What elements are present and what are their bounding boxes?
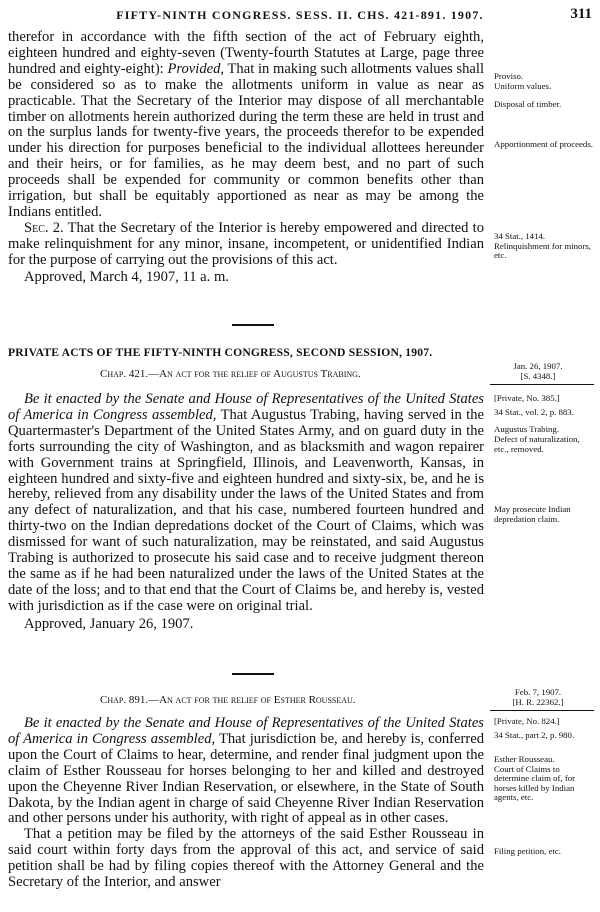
chap-891-text: Be it enacted by the Senate and House of Representatives of the United States of America in Congress assembled, That jurisdiction be, and hereby is, conferred upon the Court of Claims to hear, determine, and render final judgment upon the claim of Esther Rousseau for horses belonging to her and killed and destroyed upon the Cheyenne River Indian Reservation, or elsewhere, in the State of South Dakota, by the Indian agent in charge of said Cheyenne River Indian Reservation and other persons under his authority, with right of appeal as in other cases.: [8, 715, 484, 827]
margin-891-private: [Private, No. 824.]: [494, 716, 560, 726]
chap-421-body: [8, 392, 484, 633]
margin-421-defect: Defect of naturalization, etc., removed.: [494, 434, 580, 454]
margin-rule-421: [490, 384, 594, 385]
margin-apportionment: Apportionment of proceeds.: [494, 139, 593, 149]
margin-stat-relinq: 34 Stat., 1414. Relinquishment for minors, etc.: [494, 231, 592, 261]
running-head: FIFTY-NINTH CONGRESS. SESS. II. CHS. 421-891. 1907.: [116, 8, 484, 22]
margin-891-name: Esther Rousseau. Court of Claims to determine claim of, for horses killed by Indian agents, etc.: [494, 754, 576, 803]
top-text-block: [8, 30, 484, 286]
margin-timber: Disposal of timber.: [494, 99, 562, 109]
chap-891-heading: Chap. 891.—An act for the relief of Esther Rousseau.: [100, 694, 356, 706]
approved-2: Approved, January 26, 1907.: [24, 615, 194, 632]
margin-421-name: Augustus Trabing.: [494, 424, 560, 434]
approved-1: Approved, March 4, 1907, 11 a. m.: [24, 268, 229, 285]
para-allotments: therefor in accordance with the fifth section of the act of February eighth, eighteen hundred and eighty-seven (Twenty-fourth Statutes at Large, page three hundred and eighty-eight): Provided, That in making such allotments values shall be considered so as to make the allotments uniform in value as near as practicable. That the Secretary of the Interior may dispose of all merchantable timber on allotments herein authorized during the term these are held in trust and on the surplus lands for twenty-five years, the proceeds therefor to be expended under his direction for purposes beneficial to the individual allottees hereunder and their heirs, or for families, as he may deem best, and no part of such proceeds shall be expended for community or common benefits other than irrigation, but shall be equitably apportioned as near as may be among the Indians entitled.: [8, 29, 484, 220]
margin-891-filing: Filing petition, etc.: [494, 846, 561, 856]
chap-421-text: Be it enacted by the Senate and House of Representatives of the United States of America in Congress assembled, That Augustus Trabing, having served in the Quartermaster's Department of the United States Army, and on guard duty in the forts surrounding the city of Washington, and as blacksmith and wagon repairer with Government trains at Springfield, Illinois, and Leavenworth, Kansas, in eighteen hundred and sixty-five and eighteen hundred and sixty-six, be, and he is hereby, relieved from any disability under the laws of the United States and from any defect of naturalization, and that his case, numbered fourteen hundred and thirty-two on the Indian depredations docket of the Court of Claims, which was dismissed for want of such naturalization, may be reinstated, and said Augustus Trabing is authorized to prosecute his said case and to receive judgment thereon the same as if he had been naturalized under the laws of the United States at the date of the loss; and to that end that the Court of Claims be, and hereby is, vested with jurisdiction as if the case were on original trial.: [8, 391, 484, 614]
chap-421-heading: Chap. 421.—An act for the relief of Augustus Trabing.: [100, 368, 361, 380]
chap-891-date: Feb. 7, 1907. [H. R. 22362.]: [512, 687, 564, 707]
running-header: [0, 4, 600, 26]
section-2: Sec. 2. That the Secretary of the Interior is hereby empowered and directed to make relinquishment for any minor, insane, incompetent, or unidentified Indian for the purpose of carrying out the provisions of this act.: [8, 219, 484, 268]
chap-891-body: [8, 716, 484, 891]
margin-421-private: [Private, No. 385.]: [494, 393, 560, 403]
margin-421-prosecute: May prosecute Indian depredation claim.: [494, 504, 571, 524]
section-title: PRIVATE ACTS OF THE FIFTY-NINTH CONGRESS, SECOND SESSION, 1907.: [8, 346, 433, 359]
divider-rule: [232, 324, 274, 326]
page-number: 311: [570, 6, 592, 22]
divider-rule-2: [232, 673, 274, 675]
margin-proviso: Proviso. Uniform values.: [494, 71, 552, 91]
margin-421-stat: 34 Stat., vol. 2, p. 883.: [494, 407, 574, 417]
margin-rule-891: [490, 710, 594, 711]
margin-891-stat: 34 Stat., part 2, p. 980.: [494, 730, 575, 740]
chap-891-para2: That a petition may be filed by the attorneys of the said Esther Rousseau in said court within forty days from the approval of this act, and service of said petition shall be had by filing copies thereof with the Attorney General and the Secretary of the Interior, and answer: [8, 826, 484, 891]
chap-421-date: Jan. 26, 1907. [S. 4348.]: [513, 361, 563, 381]
